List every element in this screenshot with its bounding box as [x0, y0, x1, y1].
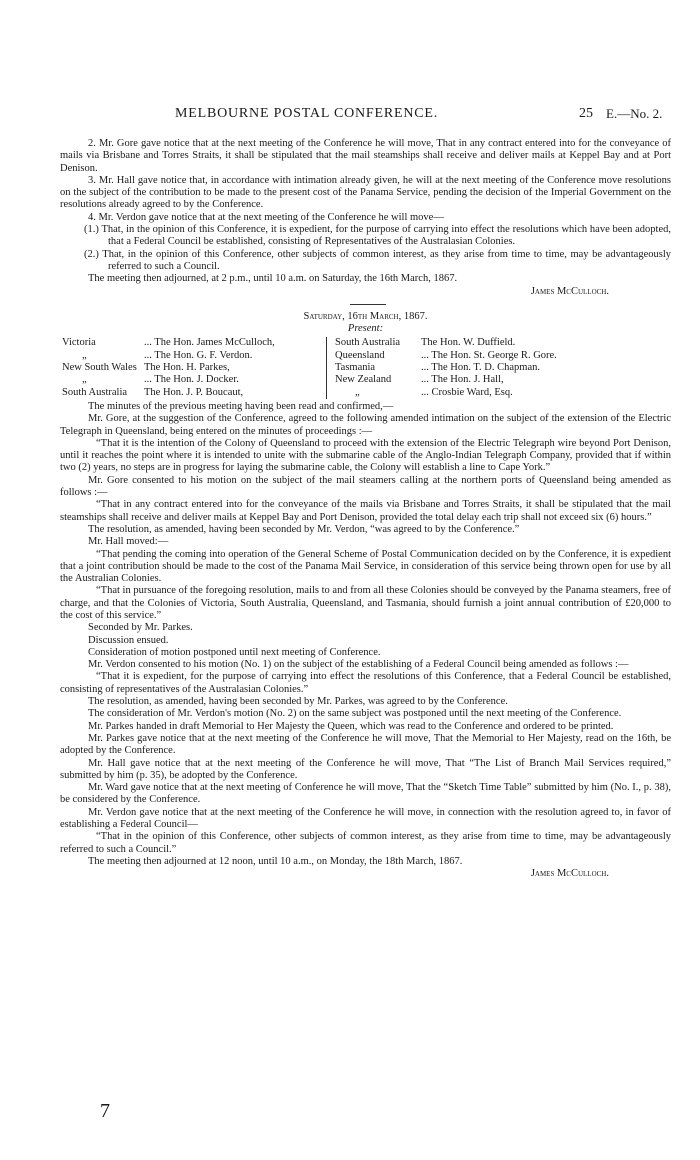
signature: James McCulloch. — [530, 285, 609, 297]
signature: James McCulloch. — [530, 868, 609, 880]
colony-name: South Australia — [335, 337, 401, 349]
document-body — [60, 138, 671, 881]
adjournment-paragraph: The meeting then adjourned, at 2 p.m., until 10 a.m. on Saturday, the 16th March, 1867. — [88, 273, 458, 285]
member-name: ... The Hon. James McCulloch, — [144, 337, 275, 349]
attendance-left-column — [60, 337, 327, 398]
quoted-resolution: “That it is the intention of the Colony of Queensland to proceed with the extension of the Electric Telegraph wire beyond Port Denison, until it reaches the point where it is intended to unite with the submarine cable of the Anglo-Indian Telegraph Company, provided that if within two (2) years, no steps are in progress for laying the submarine cable, the Colony will establish a line to Cape York.” — [60, 437, 671, 474]
attendance-row — [60, 374, 322, 386]
attendance-row — [60, 350, 322, 362]
colony-name: South Australia — [62, 386, 128, 398]
minutes-paragraph: Seconded by Mr. Parkes. — [88, 622, 193, 634]
colony-name: Victoria — [62, 337, 96, 349]
attendance-row — [333, 362, 557, 374]
quoted-resolution: “That pending the coming into operation of the General Scheme of Postal Communication decided on by the Conference, it is expedient that a joint contribution should be made to the cost of the Panama Mail Service, in consideration of this service being thrown open for use by all the Australian Colonies. — [60, 548, 671, 585]
footer-number: 7 — [100, 1100, 110, 1122]
colony-name: New Zealand — [335, 374, 392, 386]
colony-name: „ — [82, 349, 87, 361]
motion-item: (1.) That, in the opinion of this Conference, it is expedient, for the purpose of carrying into effect the resolutions which have been adopted, that a Federal Council be established, consisting of Representatives of the Australasian Colonies. — [84, 224, 671, 248]
minutes-paragraph: Mr. Gore, at the suggestion of the Conference, agreed to the following amended intimation on the subject of the extension of the Electric Telegraph in Queensland, being entered on the minutes of proceedings :— — [60, 413, 671, 437]
member-name: ... The Hon. St. George R. Gore. — [421, 349, 557, 361]
minutes-paragraph: Mr. Parkes gave notice that at the next meeting of the Conference he will move, That the Memorial to Her Majesty, read on the 16th, be adopted by the Conference. — [60, 732, 671, 757]
quoted-resolution: “That in pursuance of the foregoing resolution, mails to and from all these Colonies should be conveyed by the Panama steamers, free of charge, and that the Colonies of Victoria, South Australia, Queensland, and Tasmania, should furnish a joint annual contribution of £20,000 to the cost of this service.” — [60, 585, 671, 621]
minutes-paragraph: Mr. Hall gave notice that at the next meeting of the Conference he will move, That “The List of Branch Mail Services required,” submitted by him (p. 35), be adopted by the Conference. — [60, 757, 671, 781]
adjournment-paragraph: The meeting then adjourned at 12 noon, until 10 a.m., on Monday, the 18th March, 1867. — [88, 855, 463, 867]
attendance-row — [60, 387, 322, 399]
member-name: ... The Hon. G. F. Verdon. — [144, 349, 253, 361]
member-name: ... The Hon. J. Hall, — [421, 374, 504, 386]
member-name: ... The Hon. T. D. Chapman. — [421, 362, 540, 374]
document-reference: E.—No. 2. — [606, 106, 663, 121]
notice-paragraph: 3. Mr. Hall gave notice that, in accordance with intimation already given, he will at the next meeting of the Conference move resolutions on the subject of the contribution to be made to the present cost of the Panama Service, pending the decision of the Imperial Government on the resolutions already agreed to by the Conference. — [60, 174, 671, 211]
notice-paragraph: 2. Mr. Gore gave notice that at the next meeting of the Conference he will move, That in any contract entered into for the conveyance of mails via Brisbane and Torres Straits, it shall be stipulated that the mail steamships shall receive and deliver mails at Keppel Bay and at Port Denison. — [60, 138, 671, 174]
section-divider — [350, 304, 386, 305]
motion-item: (2.) That, in the opinion of this Conference, other subjects of common interest, as they arise from time to time, may be advantageously referred to such a Council. — [84, 248, 671, 272]
colony-name: Tasmania — [335, 362, 376, 374]
minutes-paragraph: The resolution, as amended, having been seconded by Mr. Parkes, was agreed to by the Conference. — [88, 696, 508, 708]
attendance-row — [333, 337, 557, 349]
member-name: The Hon. W. Duffield. — [421, 337, 516, 349]
minutes-paragraph: The consideration of Mr. Verdon's motion (No. 2) on the same subject was postponed until the next meeting of the Conference. — [88, 708, 622, 720]
minutes-paragraph: Mr. Hall moved:— — [88, 536, 169, 548]
meeting-date-heading: Saturday, 16th March, 1867. — [303, 310, 428, 322]
colony-name: „ — [355, 386, 360, 398]
attendance-list — [60, 337, 671, 398]
attendance-row — [333, 387, 557, 399]
minutes-paragraph: The minutes of the previous meeting having been read and confirmed,— — [88, 400, 394, 412]
minutes-paragraph: Mr. Parkes handed in draft Memorial to Her Majesty the Queen, which was read to the Conference and ordered to be printed. — [88, 720, 614, 732]
minutes-paragraph: Mr. Ward gave notice that at the next meeting of Conference he will move, That the “Sketch Time Table” submitted by him (No. I., p. 38), be considered by the Conference. — [60, 782, 671, 806]
minutes-paragraph: Mr. Verdon gave notice that at the next meeting of the Conference he will move, in connection with the resolution agreed to, in favor of establishing a Federal Council— — [60, 806, 671, 831]
running-header — [0, 106, 700, 126]
member-name: ... Crosbie Ward, Esq. — [421, 386, 513, 398]
member-name: The Hon. J. P. Boucaut, — [144, 386, 244, 398]
attendance-row — [333, 350, 557, 362]
quoted-resolution: “That in any contract entered into for the conveyance of the mails via Brisbane and Torres Straits, it shall be stipulated that the mail steamships shall receive and deliver mails at Keppel Bay and Port Denison, provided the total delay each trip shall not exceed six (6) hours.” — [60, 499, 671, 523]
present-label: Present: — [347, 323, 384, 335]
quoted-resolution: “That it is expedient, for the purpose of carrying into effect the resolutions of this Conference, that a Federal Council be established, consisting of representatives of the Australasian Colonies.” — [60, 671, 671, 695]
quoted-resolution: “That in the opinion of this Conference, other subjects of common interest, as they arise from time to time, may be advantageously referred to such a Council.” — [60, 831, 671, 855]
minutes-paragraph: Mr. Verdon consented to his motion (No. 1) on the subject of the establishing of a Federal Council being amended as follows :— — [88, 659, 629, 671]
colony-name: „ — [82, 374, 87, 386]
attendance-right-column — [327, 337, 557, 398]
attendance-row — [60, 337, 322, 349]
colony-name: New South Wales — [62, 362, 137, 374]
page-title: MELBOURNE POSTAL CONFERENCE. — [175, 106, 439, 121]
minutes-paragraph: Discussion ensued. — [88, 634, 169, 646]
minutes-paragraph: Consideration of motion postponed until next meeting of Conference. — [88, 646, 381, 658]
notice-paragraph: 4. Mr. Verdon gave notice that at the next meeting of the Conference he will move— — [88, 211, 444, 223]
member-name: ... The Hon. J. Docker. — [144, 374, 239, 386]
colony-name: Queensland — [335, 349, 385, 361]
member-name: The Hon. H. Parkes, — [144, 362, 230, 374]
page-number: 25 — [579, 106, 593, 121]
minutes-paragraph: Mr. Gore consented to his motion on the subject of the mail steamers calling at the northern ports of Queensland being amended as follows :— — [60, 474, 671, 499]
attendance-row — [60, 362, 322, 374]
attendance-row — [333, 374, 557, 386]
minutes-paragraph: The resolution, as amended, having been seconded by Mr. Verdon, “was agreed to by the Conference.” — [88, 523, 520, 535]
